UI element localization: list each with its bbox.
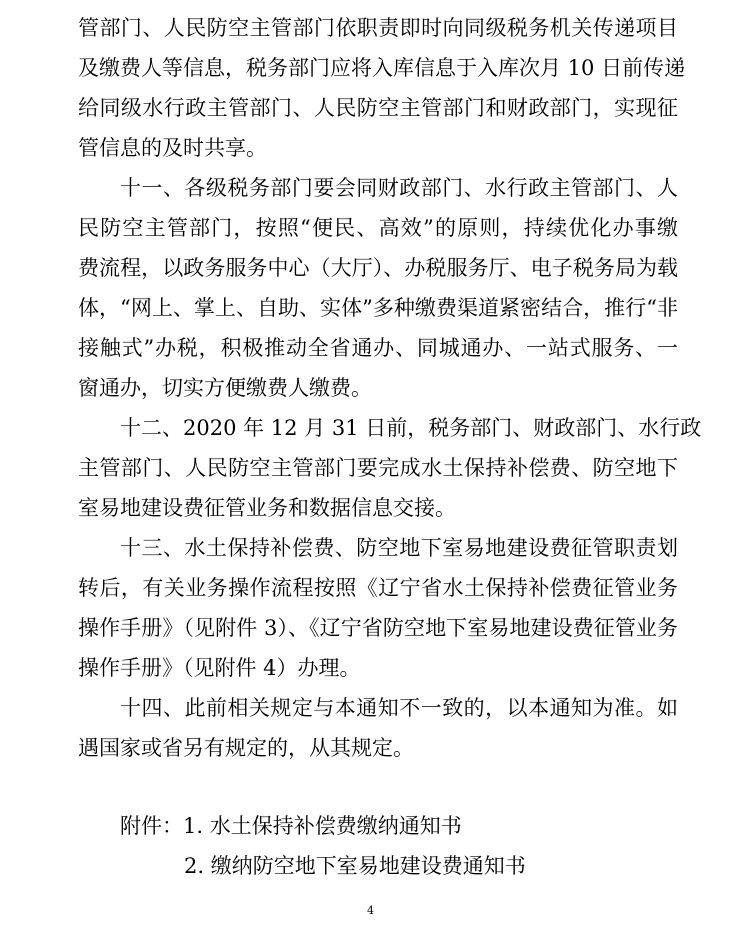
paragraph-first-line: 十二、2020 年 12 月 31 日前，税务部门、财政部门、水行政 [120,416,702,440]
attachment-label: 附件： [120,814,183,838]
paragraph-line: 窗通办，切实方便缴费人缴费。 [78,376,372,400]
paragraph-first-line: 十一、各级税务部门要会同财政部门、水行政主管部门、人 [120,176,678,200]
page-number: 4 [367,904,374,917]
paragraph-line: 转后，有关业务操作流程按照《辽宁省水土保持补偿费征管业务 [78,576,678,600]
paragraph-line: 管信息的及时共享。 [78,136,267,160]
attachment-list [120,812,462,840]
paragraph-line: 操作手册》（见附件 3）、《辽宁省防空地下室易地建设费征管业务 [78,616,678,640]
paragraph-line: 室易地建设费征管业务和数据信息交接。 [78,496,456,520]
paragraph-line: 管部门、人民防空主管部门依职责即时向同级税务机关传递项目 [78,16,678,40]
attachment-item: 1. 水土保持补偿费缴纳通知书 [183,814,462,838]
paragraph-line: 体，“网上、掌上、自助、实体”多种缴费渠道紧密结合，推行“非 [78,296,678,320]
paragraph-first-line: 十四、此前相关规定与本通知不一致的，以本通知为准。如 [120,696,678,720]
paragraph-line: 遇国家或省另有规定的，从其规定。 [78,736,414,760]
paragraph-line: 费流程，以政务服务中心（大厅）、办税服务厅、电子税务局为载 [78,256,678,280]
paragraph-line: 及缴费人等信息，税务部门应将入库信息于入库次月 10 日前传递 [78,56,686,80]
paragraph-line: 主管部门、人民防空主管部门要完成水土保持补偿费、防空地下 [78,456,678,480]
paragraph-line: 民防空主管部门，按照“便民、高效”的原则，持续优化办事缴 [78,216,678,240]
paragraph-line: 给同级水行政主管部门、人民防空主管部门和财政部门，实现征 [78,96,678,120]
attachment-item: 2. 缴纳防空地下室易地建设费通知书 [184,854,526,878]
paragraph-first-line: 十三、水土保持补偿费、防空地下室易地建设费征管职责划 [120,536,678,560]
paragraph-line: 接触式”办税，积极推动全省通办、同城通办、一站式服务、一 [78,336,678,360]
paragraph-line: 操作手册》（见附件 4）办理。 [78,656,361,680]
